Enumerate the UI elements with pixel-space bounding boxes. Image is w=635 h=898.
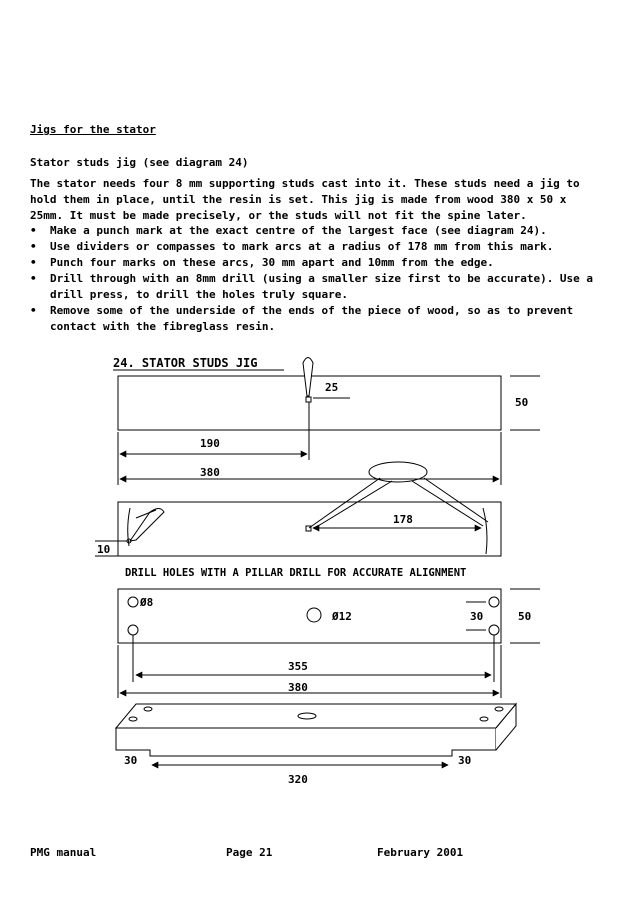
dim-30-left-label: 30 (124, 754, 138, 767)
dim-355-label: 355 (288, 660, 308, 673)
wood-block-drilled (118, 589, 501, 643)
dim-30-right-label: 30 (458, 754, 472, 767)
footer-date: February 2001 (377, 846, 464, 859)
punch-mark (306, 397, 311, 402)
dim-190-label: 190 (200, 437, 220, 450)
footer-left: PMG manual (30, 846, 97, 859)
list-item: • Punch four marks on these arcs, 30 mm apart and 10mm from the edge. (30, 255, 605, 271)
stud-hole (489, 625, 499, 635)
dim-380-label: 380 (288, 681, 308, 694)
dim-50-label: 50 (518, 610, 532, 623)
subheading: Stator studs jig (see diagram 24) (30, 156, 249, 169)
stud-hole (128, 597, 138, 607)
list-item: • Use dividers or compasses to mark arcs at a radius of 178 mm from this mark. (30, 239, 605, 255)
dividers-leg (309, 478, 380, 528)
dim-10-label: 10 (97, 543, 111, 556)
dividers-leg (412, 481, 483, 526)
list-item: • Remove some of the underside of the ends of the piece of wood, so as to prevent contact with the fibreglass resin. (30, 303, 605, 335)
drill-note: DRILL HOLES WITH A PILLAR DRILL FOR ACCURATE ALIGNMENT (125, 567, 467, 579)
arc-right (483, 508, 487, 554)
punch-tool (303, 358, 313, 397)
arc-left (128, 508, 130, 546)
centre-hole (307, 608, 321, 622)
diagram-title: 24. STATOR STUDS JIG (113, 356, 258, 370)
dim-178-label: 178 (393, 513, 413, 526)
dim-30-label: 30 (470, 610, 484, 623)
dim-d12-label: Ø12 (332, 610, 352, 623)
stud-hole (489, 597, 499, 607)
list-item: • Make a punch mark at the exact centre of the largest face (see diagram 24). (30, 223, 605, 239)
dim-380-label: 380 (200, 466, 220, 479)
section-heading: Jigs for the stator (30, 123, 156, 136)
dim-50-label: 50 (515, 396, 529, 409)
footer-page-number: Page 21 (226, 846, 273, 859)
list-item: • Drill through with an 8mm drill (using a smaller size first to be accurate). Use a drill press, to drill the holes truly square. (30, 271, 605, 303)
dim-25-label: 25 (325, 381, 339, 394)
stud-hole (128, 625, 138, 635)
dividers-leg (424, 478, 488, 522)
wood-block-arc-view (118, 502, 501, 556)
dividers-leg (318, 481, 392, 526)
dim-d8-label: Ø8 (140, 596, 154, 609)
dim-320-label: 320 (288, 773, 308, 786)
jig-front-face (116, 728, 496, 756)
intro-paragraph: The stator needs four 8 mm supporting studs cast into it. These studs need a jig to hold them in place, until the resin is set. This jig is made from wood 380 x 50 x 25mm. It must be made precisely, or the studs will not fit the spine later. (30, 177, 580, 222)
